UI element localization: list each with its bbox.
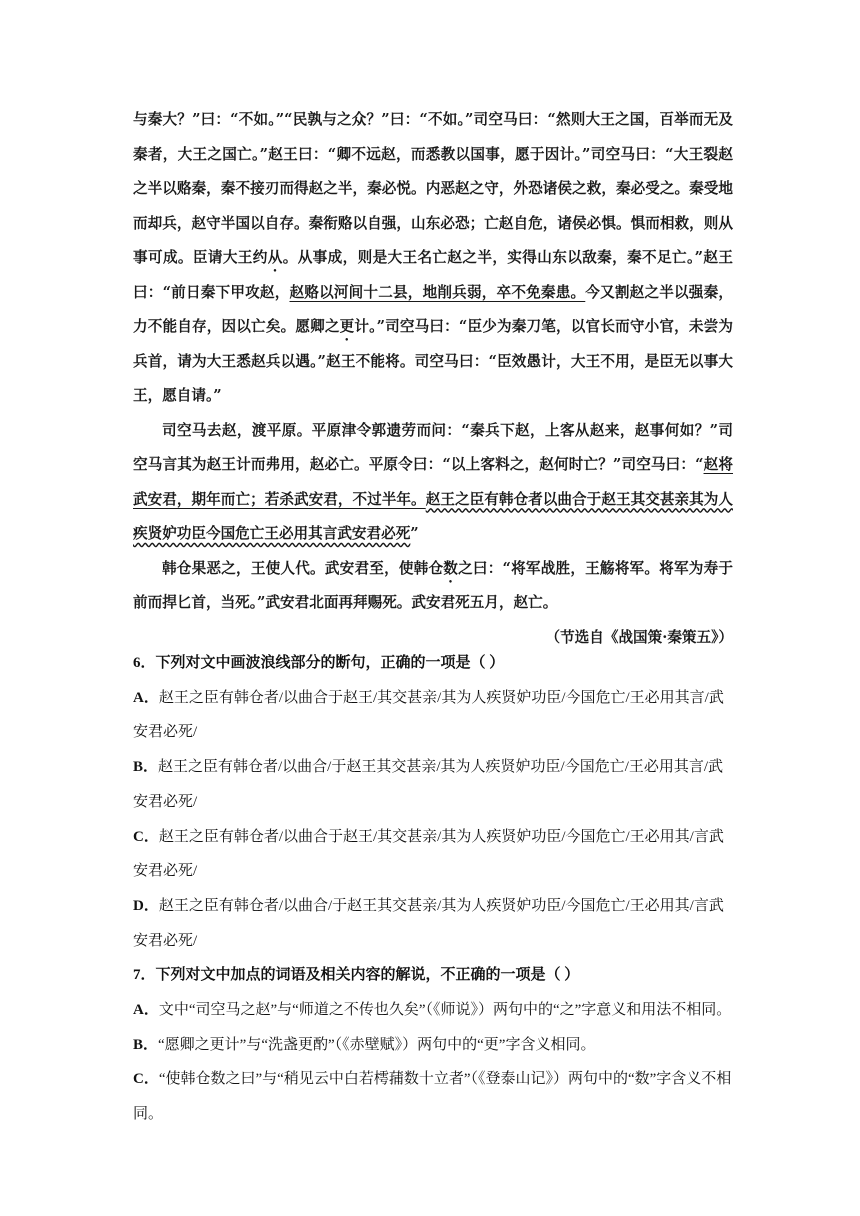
- option-text: 赵王之臣有韩仓者/以曲合/于赵王其交甚亲/其为人疾贤妒功臣/今国危亡/王必用其/言武安君必死/: [133, 897, 724, 949]
- passage-text: 韩仓果恶之，王使人代。武安君至，使韩仓: [162, 559, 444, 577]
- classical-passage: [133, 103, 733, 655]
- option-text: 赵王之臣有韩仓者/以曲合/于赵王其交甚亲/其为人疾贤妒功臣/今国危亡/王必用其言/武安君必死/: [133, 759, 724, 810]
- dotted-word-shu: 数: [443, 559, 459, 577]
- wavy-underlined-sentence: 赵王之臣有韩仓者以曲合于赵王其交甚亲其为人疾贤妒功臣今国危亡王必用其言武安君必死: [133, 490, 733, 542]
- option-letter: D．: [133, 897, 159, 914]
- question-6-option-d: [133, 889, 733, 958]
- option-letter: B．: [133, 1036, 159, 1053]
- passage-paragraph-2: [133, 414, 733, 552]
- option-text: “愿卿之更计”与“洗盏更酌”（《赤壁赋》）两句中的“更”字含义相同。: [158, 1036, 596, 1053]
- underlined-sentence-2: 赵将武安君，期年而亡；若杀武安君，不过半年。: [133, 456, 733, 508]
- question-6-option-c: [133, 820, 733, 889]
- option-letter: A．: [133, 1002, 159, 1019]
- option-text: 文中“司空马之赵”与“师道之不传也久矣”（《师说》）两句中的“之”字意义和用法不相同。: [158, 1002, 732, 1019]
- passage-source: （节选自《战国策·秦策五》）: [545, 628, 733, 646]
- questions-section: [133, 646, 733, 1132]
- option-letter: C．: [133, 1071, 159, 1088]
- option-text: “使韩仓数之曰”与“稍见云中白若樗蒱数十立者”（《登泰山记》）两句中的“数”字含义不相同。: [133, 1071, 732, 1123]
- question-6-option-b: [133, 750, 733, 819]
- dotted-word-geng: 更: [339, 318, 355, 335]
- passage-text: 与秦大？”曰：“不如。”“民孰与之众？”曰：“不如。”司空马曰：“然则大王之国，百举而无及秦者，大王之国亡。”赵王曰：“卿不远赵，而悉教以国事，愿于因计。”司空马曰：“大王裂赵之半以赂秦，秦不接刃而得赵之半，秦必悦。内恶赵之守，外恐诸侯之救，秦必受之。秦受地而却兵，赵守半国以自存。秦衔赂以自强，山东必恐；亡赵自危，诸侯必惧。惧而相救，则从事可成。臣请大王约: [133, 111, 733, 266]
- passage-text: ”: [410, 525, 419, 542]
- passage-paragraph-1: [133, 103, 733, 414]
- question-7-option-a: [133, 993, 733, 1028]
- passage-text: 计。”司空马曰：“臣少为秦刀笔，以官长而守小官，未尝为兵首，请为大王悉赵兵以遇。”赵王不能将。司空马曰：“臣效愚计，大王不用，是臣无以事大王，愿自请。”: [133, 318, 733, 404]
- option-text: 赵王之臣有韩仓者/以曲合于赵王/其交甚亲/其为人疾贤妒功臣/今国危亡/王必用其/言武安君必死/: [133, 828, 724, 880]
- question-7-option-c: [133, 1062, 733, 1131]
- passage-text: 司空马去赵，渡平原。平原津令郭遗劳而问：“秦兵下赵，上客从赵来，赵事何如？”司空马言其为赵王计而弗用，赵必亡。平原令曰：“以上客料之，赵何时亡？”司空马曰：“: [133, 421, 733, 473]
- option-text: 赵王之臣有韩仓者/以曲合于赵王/其交甚亲/其为人疾贤妒功臣/今国危亡/王必用其言/武安君必死/: [133, 689, 724, 741]
- underlined-sentence-1: 赵赂以河间十二县，地削兵弱，卒不免秦患。: [289, 283, 586, 301]
- question-7-option-b: [133, 1028, 733, 1063]
- option-letter: C．: [133, 828, 159, 845]
- question-6-stem: 6．下列对文中画波浪线部分的断句，正确的一项是（ ）: [133, 655, 505, 671]
- option-letter: B．: [133, 759, 159, 776]
- question-7-stem: 7．下列对文中加点的词语及相关内容的解说，不正确的一项是（ ）: [133, 967, 580, 984]
- question-6-option-a: [133, 681, 733, 750]
- dotted-word-cong: 从: [267, 249, 283, 266]
- passage-text: 。从事成，则是大王名亡赵之半，实得山东以敌秦，秦不足亡。”赵王曰：“前日秦下甲攻赵，: [133, 249, 733, 301]
- passage-text: 今又割赵之半以强秦，力不能自存，因以亡矣。愿卿之: [133, 283, 733, 335]
- passage-text: 之曰：“将军战胜，王觞将军。将军为寿于前而捍匕首，当死。”武安君北面再拜赐死。武安君死五月，赵亡。: [133, 559, 733, 611]
- option-letter: A．: [133, 689, 159, 706]
- passage-paragraph-3: [133, 552, 733, 621]
